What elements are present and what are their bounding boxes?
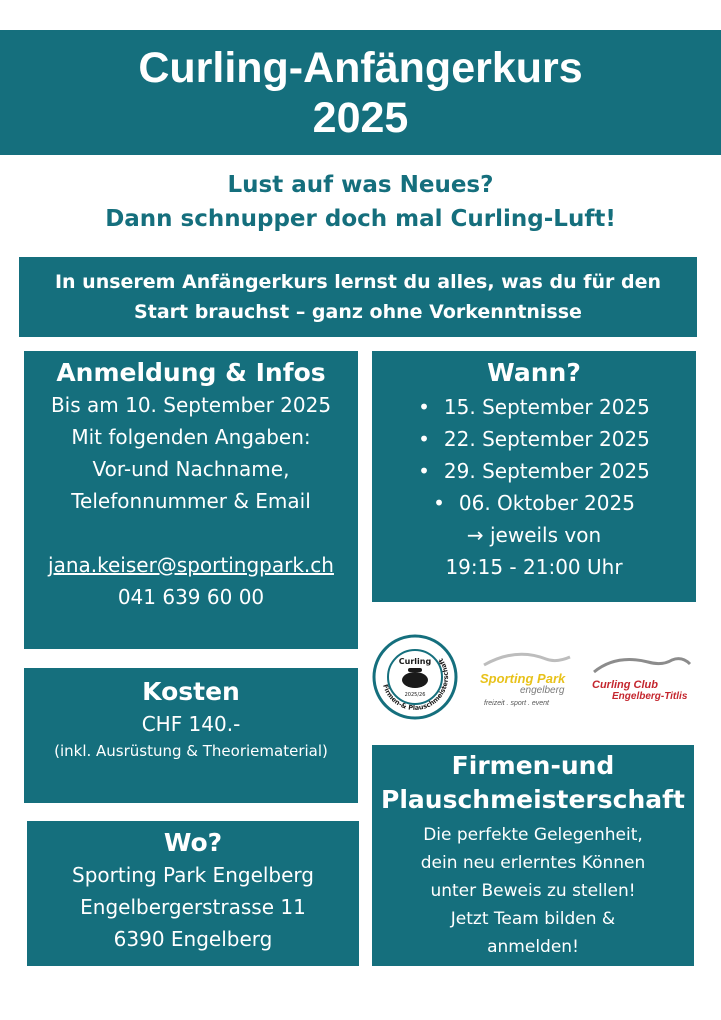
swoosh-icon — [484, 654, 570, 665]
tagline-line-2: Dann schnupper doch mal Curling-Luft! — [105, 206, 616, 232]
championship-box — [372, 745, 694, 966]
dates-box — [372, 351, 696, 602]
location-heading: Wo? — [163, 828, 223, 857]
championship-heading-1: Firmen-und — [451, 751, 615, 780]
date-item: • 29. September 2025 — [372, 455, 696, 487]
club-name-line-1: Curling Club — [592, 679, 658, 691]
logo-row — [372, 630, 696, 725]
championship-text — [372, 821, 694, 961]
intro-banner — [19, 257, 697, 337]
cost-price: CHF 140.- — [141, 712, 241, 736]
date-item: • 15. September 2025 — [372, 391, 696, 423]
sporting-park-slogan: freizeit . sport . event — [484, 700, 549, 707]
curling-club-logo — [586, 648, 696, 708]
cost-box — [24, 668, 358, 803]
cost-heading: Kosten — [142, 677, 240, 706]
title-banner — [0, 30, 721, 155]
title-line-2: 2025 — [312, 93, 409, 142]
time-label: → jeweils von — [466, 523, 602, 547]
championship-line: Die perfekte Gelegenheit, — [423, 825, 643, 845]
intro-line-1: In unserem Anfängerkurs lernst du alles, was du für den — [54, 271, 662, 293]
sporting-park-place: engelberg — [520, 685, 565, 696]
registration-deadline: Bis am 10. September 2025 — [50, 393, 332, 417]
curling-seal-logo — [372, 634, 458, 720]
date-item: • 06. Oktober 2025 — [372, 487, 696, 519]
location-line: 6390 Engelberg — [113, 927, 273, 951]
championship-line: unter Beweis zu stellen! — [430, 881, 636, 901]
cost-note: (inkl. Ausrüstung & Theoriematerial) — [54, 742, 328, 760]
registration-line: Vor-und Nachname, — [92, 457, 290, 481]
sporting-park-logo — [476, 645, 576, 711]
email-link[interactable]: jana.keiser@sportingpark.ch — [48, 553, 334, 577]
registration-line: Telefonnummer & Email — [71, 489, 311, 513]
location-line: Sporting Park Engelberg — [72, 863, 314, 887]
club-name-line-2: Engelberg-Titlis — [612, 691, 688, 702]
dates-list — [372, 391, 696, 519]
seal-top-text: Curling — [398, 657, 432, 666]
championship-line: dein neu erlerntes Können — [420, 853, 646, 873]
mountain-swoosh-icon — [594, 659, 690, 672]
intro-line-2: Start brauchst – ganz ohne Vorkenntnisse — [134, 301, 582, 323]
seal-season-text: 2025/26 — [404, 692, 426, 698]
tagline-line-1: Lust auf was Neues? — [227, 172, 494, 198]
tagline — [0, 168, 721, 236]
phone-number: 041 639 60 00 — [117, 585, 265, 609]
time-range: 19:15 - 21:00 Uhr — [445, 555, 623, 579]
title-line-1: Curling-Anfängerkurs — [138, 43, 583, 92]
registration-heading: Anmeldung & Infos — [56, 358, 326, 387]
date-item: • 22. September 2025 — [372, 423, 696, 455]
registration-box — [24, 351, 358, 649]
championship-heading-2: Plauschmeisterschaft — [381, 785, 685, 814]
dates-heading: Wann? — [487, 358, 581, 387]
sporting-park-name: Sporting Park — [480, 671, 566, 686]
championship-line: Jetzt Team bilden & — [450, 909, 616, 929]
championship-line: anmelden! — [487, 937, 579, 957]
seal-ring-text: Firmen-& Plauschmeisterschaft — [381, 656, 451, 713]
location-box — [27, 821, 359, 966]
location-line: Engelbergerstrasse 11 — [80, 895, 306, 919]
registration-line: Mit folgenden Angaben: — [71, 425, 311, 449]
